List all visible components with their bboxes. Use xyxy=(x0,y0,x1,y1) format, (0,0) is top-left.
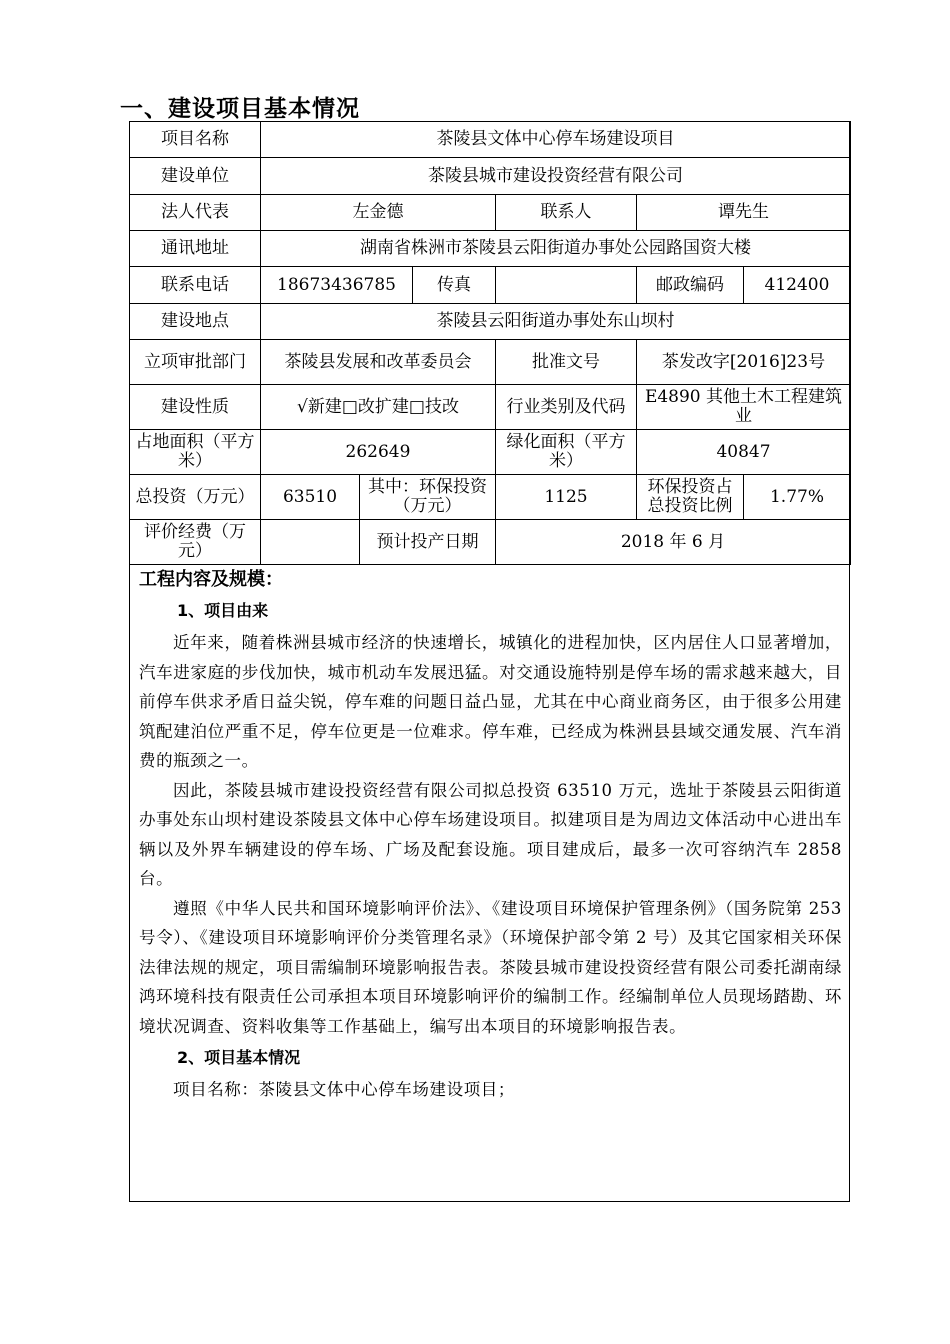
address-value: 湖南省株洲市茶陵县云阳街道办事处公园路国资大楼 xyxy=(261,231,851,267)
legal-rep-label: 法人代表 xyxy=(130,195,261,231)
industry-value: E4890 其他土木工程建筑业 xyxy=(637,385,851,430)
site-label: 建设地点 xyxy=(130,304,261,340)
table-row xyxy=(130,430,851,475)
phone-label: 联系电话 xyxy=(130,267,261,304)
table-row xyxy=(130,385,851,430)
approval-no-label: 批准文号 xyxy=(496,340,637,385)
invest-value: 63510 xyxy=(261,475,360,520)
nature-value: √新建□改扩建□技改 xyxy=(261,385,496,430)
approval-no-value: 茶发改字[2016]23号 xyxy=(637,340,851,385)
paragraph: 遵照《中华人民共和国环境影响评价法》、《建设项目环境保护管理条例》（国务院第 253 号令）、《建设项目环境影响评价分类管理名录》（环境保护部令第 2 号）及其它国家相关环保法律法规的规定，项目需编制环境影响报告表。茶陵县城市建设投资经营有限公司委托湖南绿鸿环境科技有限责任公司承担本项目环境影响评价的编制工作。经编制单位人员现场踏勘、环境状况调查、资料收集等工作基础上，编写出本项目的环境影响报告表。 xyxy=(139,898,842,1036)
table-row xyxy=(130,475,851,520)
fax-label: 传真 xyxy=(413,267,496,304)
table-row xyxy=(130,304,851,340)
address-label: 通讯地址 xyxy=(130,231,261,267)
site-value: 茶陵县云阳街道办事处东山坝村 xyxy=(261,304,851,340)
eval-fee-value xyxy=(261,520,360,565)
env-ratio-value: 1.77% xyxy=(744,475,851,520)
contact-value: 谭先生 xyxy=(637,195,851,231)
phone-value: 18673436785 xyxy=(261,267,413,304)
table-row xyxy=(130,340,851,385)
builder-value: 茶陵县城市建设投资经营有限公司 xyxy=(261,158,851,195)
green-label: 绿化面积（平方米） xyxy=(496,430,637,475)
area-value: 262649 xyxy=(261,430,496,475)
builder-label: 建设单位 xyxy=(130,158,261,195)
project-name-value: 茶陵县文体中心停车场建设项目 xyxy=(261,122,851,158)
nature-label: 建设性质 xyxy=(130,385,261,430)
paragraph: 因此，茶陵县城市建设投资经营有限公司拟总投资 63510 万元，选址于茶陵县云阳街道办事处东山坝村建设茶陵县文体中心停车场建设项目。拟建项目是为周边文体活动中心进出车辆以及外界车辆建设的停车场、广场及配套设施。项目建成后，最多一次可容纳汽车 2858 台。 xyxy=(139,780,842,888)
env-invest-label: 其中：环保投资（万元） xyxy=(360,475,496,520)
approval-dept-label: 立项审批部门 xyxy=(130,340,261,385)
table-row xyxy=(130,267,851,304)
project-info-table xyxy=(129,121,851,565)
contact-label: 联系人 xyxy=(496,195,637,231)
page-title: 一、建设项目基本情况 xyxy=(120,96,360,122)
table-row xyxy=(130,520,851,565)
env-ratio-label: 环保投资占总投资比例 xyxy=(637,475,744,520)
table-row xyxy=(130,231,851,267)
paragraph: 项目名称：茶陵县文体中心停车场建设项目； xyxy=(173,1080,515,1099)
env-invest-value: 1125 xyxy=(496,475,637,520)
paragraph: 近年来，随着株洲县城市经济的快速增长，城镇化的进程加快，区内居住人口显著增加，汽车进家庭的步伐加快，城市机动车发展迅猛。对交通设施特别是停车场的需求越来越大，目前停车供求矛盾日益尖锐，停车难的问题日益凸显，尤其在中心商业商务区，由于很多公用建筑配建泊位严重不足，停车位更是一位难求。停车难，已经成为株洲县县域交通发展、汽车消费的瓶颈之一。 xyxy=(139,633,842,770)
table-row xyxy=(130,195,851,231)
prod-date-label: 预计投产日期 xyxy=(360,520,496,565)
section-heading-basic-info: 2、项目基本情况 xyxy=(177,1048,301,1067)
content-section xyxy=(139,566,842,1105)
invest-label: 总投资（万元） xyxy=(130,475,261,520)
content-heading: 工程内容及规模： xyxy=(139,569,283,590)
table-row xyxy=(130,158,851,195)
eval-fee-label: 评价经费（万元） xyxy=(130,520,261,565)
project-name-label: 项目名称 xyxy=(130,122,261,158)
approval-dept-value: 茶陵县发展和改革委员会 xyxy=(261,340,496,385)
fax-value xyxy=(496,267,637,304)
postcode-value: 412400 xyxy=(744,267,851,304)
section-heading-origin: 1、项目由来 xyxy=(177,601,269,620)
green-value: 40847 xyxy=(637,430,851,475)
legal-rep-value: 左金德 xyxy=(261,195,496,231)
table-row xyxy=(130,122,851,158)
area-label: 占地面积（平方米） xyxy=(130,430,261,475)
prod-date-value: 2018 年 6 月 xyxy=(496,520,851,565)
industry-label: 行业类别及代码 xyxy=(496,385,637,430)
postcode-label: 邮政编码 xyxy=(637,267,744,304)
